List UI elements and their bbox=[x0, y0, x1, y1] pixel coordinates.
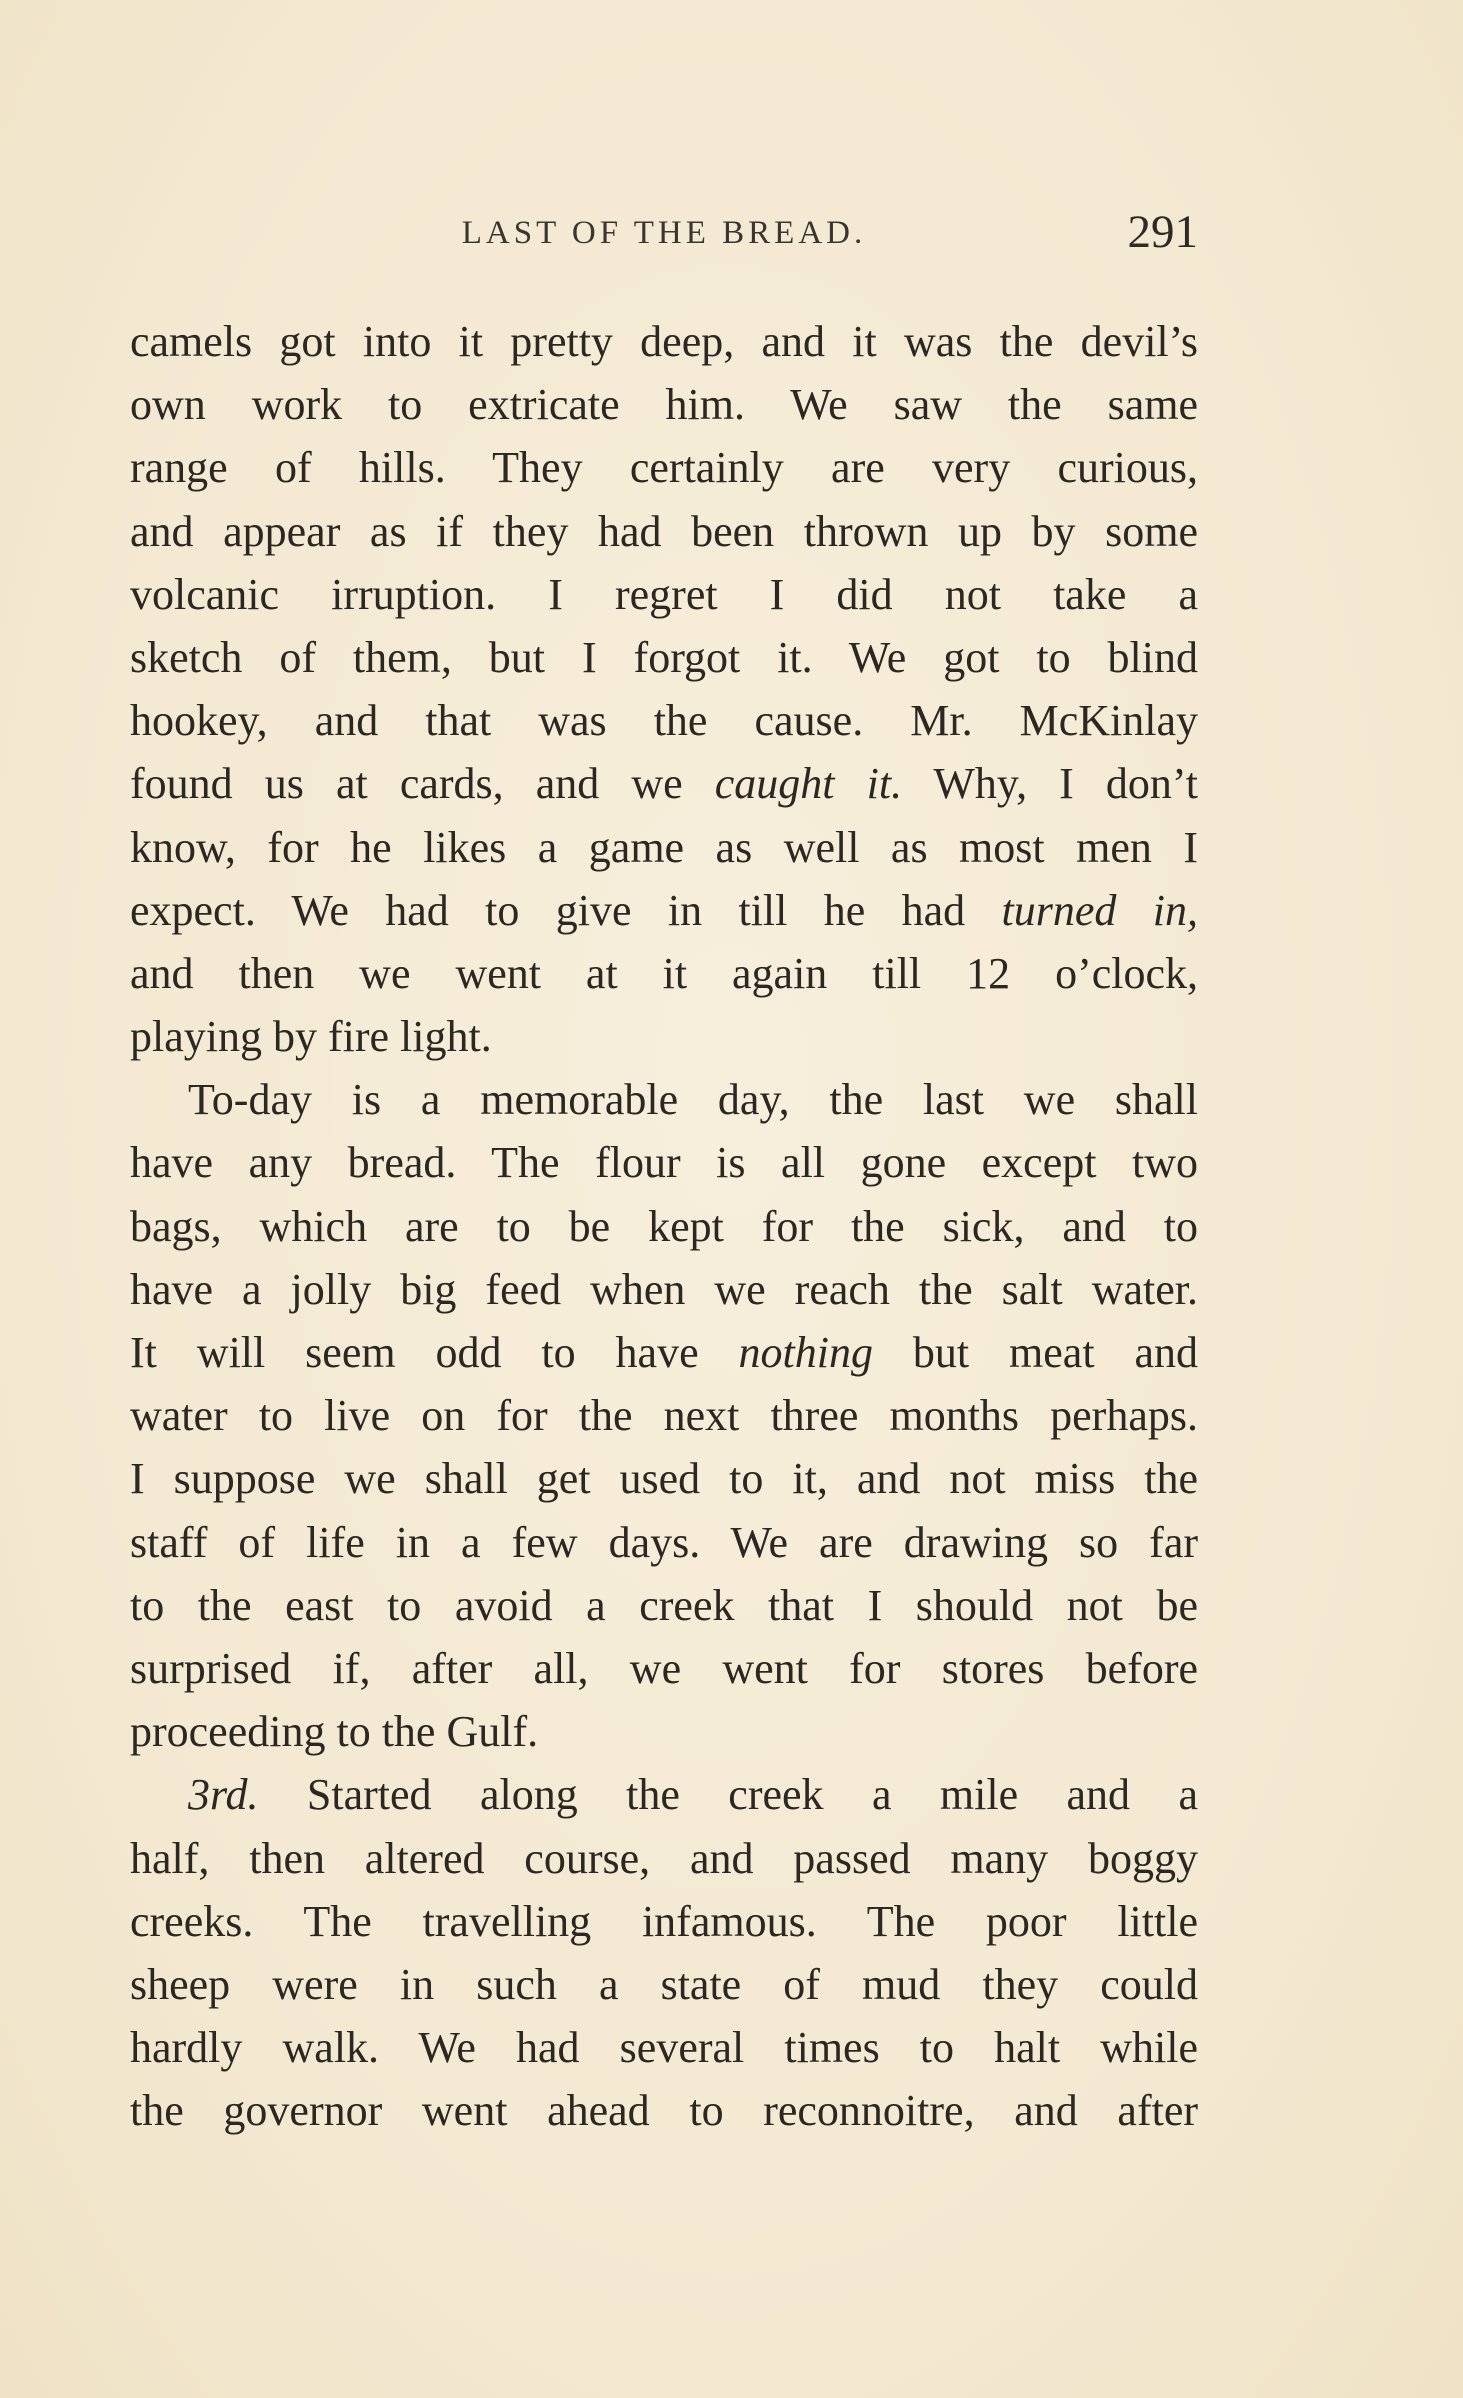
text-segment: and then we went at it again till 12 o’clock, bbox=[130, 948, 1198, 998]
text-line bbox=[130, 1005, 1198, 1068]
text-line bbox=[130, 816, 1198, 879]
text-line bbox=[130, 879, 1198, 942]
text-segment: range of hills. They certainly are very curious, bbox=[130, 443, 1198, 493]
text-line bbox=[130, 1511, 1198, 1574]
text-segment: To-day is a memorable day, the last we shall bbox=[188, 1075, 1198, 1125]
italic-text: 3rd. bbox=[188, 1770, 259, 1820]
text-segment: surprised if, after all, we went for stores before bbox=[130, 1643, 1198, 1693]
text-line bbox=[130, 2016, 1198, 2079]
text-line bbox=[130, 1068, 1198, 1131]
text-line bbox=[130, 689, 1198, 752]
text-segment: found us at cards, and we bbox=[130, 759, 715, 809]
text-line bbox=[130, 626, 1198, 689]
text-segment: staff of life in a few days. We are drawing so far bbox=[130, 1517, 1198, 1567]
text-segment: know, for he likes a game as well as most men I bbox=[130, 822, 1198, 872]
italic-text: caught it. bbox=[714, 759, 903, 809]
text-line bbox=[130, 373, 1198, 436]
text-segment: proceeding to the Gulf. bbox=[130, 1707, 539, 1757]
text-line bbox=[130, 2079, 1198, 2142]
text-line bbox=[130, 1953, 1198, 2016]
text-line bbox=[130, 1384, 1198, 1447]
text-line bbox=[130, 752, 1198, 815]
text-line bbox=[130, 1637, 1198, 1700]
text-segment: bags, which are to be kept for the sick, and to bbox=[130, 1201, 1198, 1251]
text-segment: playing by fire light. bbox=[130, 1012, 492, 1062]
text-line bbox=[130, 1447, 1198, 1510]
text-line bbox=[130, 1574, 1198, 1637]
text-segment: I suppose we shall get used to it, and not miss the bbox=[130, 1454, 1198, 1504]
text-segment: creeks. The travelling infamous. The poor little bbox=[130, 1896, 1198, 1946]
text-segment: hookey, and that was the cause. Mr. McKinlay bbox=[130, 696, 1198, 746]
page-number: 291 bbox=[1127, 206, 1198, 258]
italic-text: nothing bbox=[738, 1328, 873, 1377]
text-line bbox=[130, 436, 1198, 499]
text-segment: Why, I don’t bbox=[902, 759, 1198, 809]
text-line bbox=[130, 1321, 1198, 1384]
text-segment: half, then altered course, and passed many boggy bbox=[130, 1833, 1198, 1883]
text-segment: own work to extricate him. We saw the same bbox=[130, 380, 1198, 430]
text-line bbox=[130, 500, 1198, 563]
italic-text: turned in, bbox=[1001, 885, 1198, 935]
text-segment: and appear as if they had been thrown up by some bbox=[130, 506, 1198, 556]
text-segment: hardly walk. We had several times to halt while bbox=[130, 2023, 1198, 2073]
text-line bbox=[130, 942, 1198, 1005]
text-segment: volcanic irruption. I regret I did not take a bbox=[130, 569, 1198, 619]
text-segment: Started along the creek a mile and a bbox=[258, 1770, 1198, 1820]
text-segment: the governor went ahead to reconnoitre, and after bbox=[130, 2086, 1198, 2136]
text-segment: have a jolly big feed when we reach the salt water. bbox=[130, 1264, 1198, 1314]
text-segment: water to live on for the next three months perhaps. bbox=[130, 1391, 1198, 1441]
text-line bbox=[130, 1827, 1198, 1890]
text-segment: to the east to avoid a creek that I should not be bbox=[130, 1580, 1198, 1630]
running-title: LAST OF THE BREAD. bbox=[461, 215, 867, 251]
body-text bbox=[130, 310, 1198, 2142]
text-segment: have any bread. The flour is all gone except two bbox=[130, 1138, 1198, 1188]
text-line bbox=[130, 1763, 1198, 1826]
text-line bbox=[130, 310, 1198, 373]
running-head bbox=[130, 205, 1198, 265]
text-line bbox=[130, 1890, 1198, 1953]
text-line bbox=[130, 1131, 1198, 1194]
text-segment: expect. We had to give in till he had bbox=[130, 885, 1002, 935]
text-segment: sheep were in such a state of mud they could bbox=[130, 1959, 1198, 2009]
text-line bbox=[130, 1258, 1198, 1321]
text-line bbox=[130, 1195, 1198, 1258]
text-line bbox=[130, 1700, 1198, 1763]
text-line bbox=[130, 563, 1198, 626]
text-segment: camels got into it pretty deep, and it was the devil’s bbox=[130, 317, 1198, 366]
text-segment: but meat and bbox=[872, 1328, 1199, 1377]
text-segment: sketch of them, but I forgot it. We got to blind bbox=[130, 632, 1198, 682]
text-segment: It will seem odd to have bbox=[130, 1328, 739, 1377]
